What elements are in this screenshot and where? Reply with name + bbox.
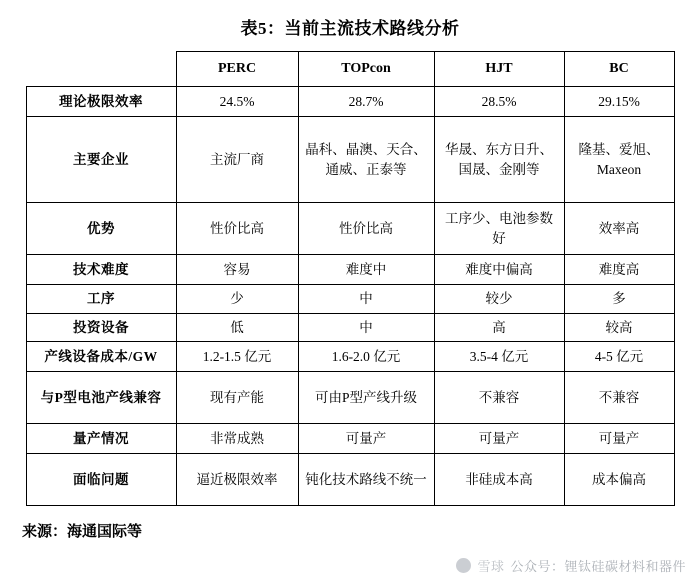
source-note: 来源：海通国际等 [22, 524, 143, 541]
cell-process-steps-bc: 多 [564, 285, 674, 314]
cell-theoretical-efficiency-perc: 24.5% [176, 87, 298, 117]
cell-advantages-hjt: 工序少、电池参数好 [434, 203, 564, 255]
table-row [26, 203, 674, 255]
watermark-brand: 雪球 [477, 559, 505, 574]
cell-challenges-perc: 逼近极限效率 [176, 454, 298, 506]
table-row [26, 342, 674, 372]
page-title: 表5：当前主流技术路线分析 [240, 19, 460, 38]
table-row [26, 87, 674, 117]
cell-process-steps-topcon: 中 [298, 285, 434, 314]
cell-advantages-topcon: 性价比高 [298, 203, 434, 255]
row-label-challenges: 面临问题 [26, 454, 176, 506]
cell-mass-production-topcon: 可量产 [298, 424, 434, 454]
cell-main-companies-hjt: 华晟、东方日升、国晟、金刚等 [434, 117, 564, 203]
table-row [26, 454, 674, 506]
cell-p-type-compatibility-topcon: 可由P型产线升级 [298, 372, 434, 424]
row-label-process-steps: 工序 [26, 285, 176, 314]
watermark-account: 公众号：锂钛硅碳材料和器件 [510, 559, 686, 574]
cell-mass-production-bc: 可量产 [564, 424, 674, 454]
column-header-perc: PERC [176, 52, 298, 87]
column-header-bc: BC [564, 52, 674, 87]
cell-line-equipment-cost-hjt: 3.5-4 亿元 [434, 342, 564, 372]
cell-challenges-hjt: 非硅成本高 [434, 454, 564, 506]
cell-challenges-bc: 成本偏高 [564, 454, 674, 506]
cell-investment-equipment-topcon: 中 [298, 313, 434, 342]
cell-process-steps-perc: 少 [176, 285, 298, 314]
row-label-investment-equipment: 投资设备 [26, 313, 176, 342]
cell-line-equipment-cost-bc: 4-5 亿元 [564, 342, 674, 372]
table-row [26, 424, 674, 454]
cell-main-companies-bc: 隆基、爱旭、Maxeon [564, 117, 674, 203]
row-label-technical-difficulty: 技术难度 [26, 255, 176, 285]
cell-mass-production-perc: 非常成熟 [176, 424, 298, 454]
row-label-main-companies: 主要企业 [26, 117, 176, 203]
watermark [456, 556, 686, 575]
cell-investment-equipment-hjt: 高 [434, 313, 564, 342]
cell-main-companies-perc: 主流厂商 [176, 117, 298, 203]
cell-investment-equipment-bc: 较高 [564, 313, 674, 342]
cell-p-type-compatibility-perc: 现有产能 [176, 372, 298, 424]
table-row [26, 255, 674, 285]
table-row [26, 117, 674, 203]
cell-theoretical-efficiency-bc: 29.15% [564, 87, 674, 117]
row-label-p-type-compatibility: 与P型电池产线兼容 [26, 372, 176, 424]
cell-line-equipment-cost-perc: 1.2-1.5 亿元 [176, 342, 298, 372]
cell-theoretical-efficiency-hjt: 28.5% [434, 87, 564, 117]
row-label-mass-production: 量产情况 [26, 424, 176, 454]
watermark-logo-icon [456, 558, 471, 573]
row-label-theoretical-efficiency: 理论极限效率 [26, 87, 176, 117]
table-row [26, 285, 674, 314]
cell-line-equipment-cost-topcon: 1.6-2.0 亿元 [298, 342, 434, 372]
cell-advantages-bc: 效率高 [564, 203, 674, 255]
cell-theoretical-efficiency-topcon: 28.7% [298, 87, 434, 117]
table-corner-cell [26, 52, 176, 87]
cell-investment-equipment-perc: 低 [176, 313, 298, 342]
cell-technical-difficulty-topcon: 难度中 [298, 255, 434, 285]
table-row [26, 313, 674, 342]
cell-challenges-topcon: 钝化技术路线不统一 [298, 454, 434, 506]
cell-technical-difficulty-hjt: 难度中偏高 [434, 255, 564, 285]
cell-p-type-compatibility-hjt: 不兼容 [434, 372, 564, 424]
row-label-advantages: 优势 [26, 203, 176, 255]
table-row [26, 372, 674, 424]
cell-technical-difficulty-bc: 难度高 [564, 255, 674, 285]
cell-process-steps-hjt: 较少 [434, 285, 564, 314]
cell-p-type-compatibility-bc: 不兼容 [564, 372, 674, 424]
cell-technical-difficulty-perc: 容易 [176, 255, 298, 285]
row-label-line-equipment-cost: 产线设备成本/GW [26, 342, 176, 372]
column-header-topcon: TOPcon [298, 52, 434, 87]
table-header-row [26, 52, 674, 87]
cell-main-companies-topcon: 晶科、晶澳、天合、通威、正泰等 [298, 117, 434, 203]
technology-comparison-table [26, 51, 675, 506]
cell-advantages-perc: 性价比高 [176, 203, 298, 255]
cell-mass-production-hjt: 可量产 [434, 424, 564, 454]
column-header-hjt: HJT [434, 52, 564, 87]
